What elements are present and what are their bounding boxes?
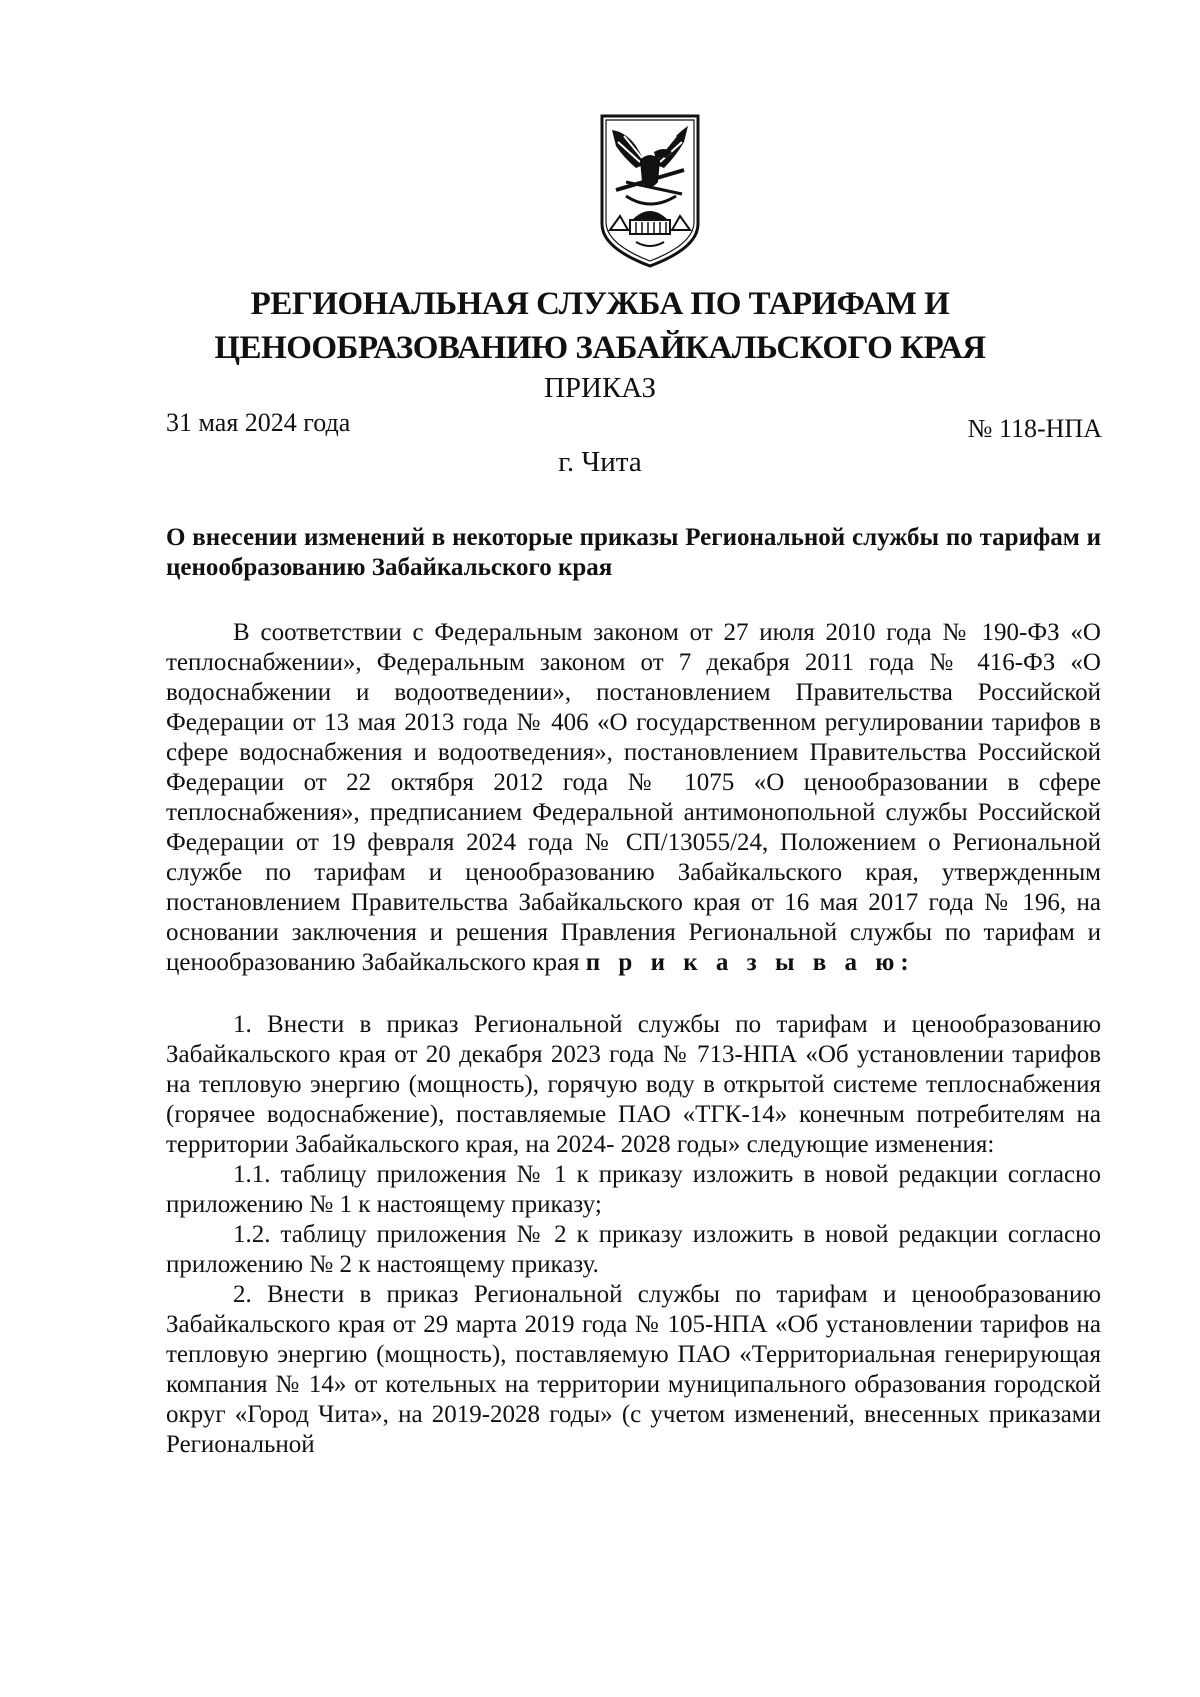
agency-name (150, 282, 1050, 370)
preamble-text: В соответствии с Федеральным законом от 27 июля 2010 года № 190-ФЗ «О теплоснабжении», Федеральным законом от 7 декабря 2011 года № 416-ФЗ «О водоснабжении и водоотведении», постановлением Правительства Российской Федерации от 13 мая 2013 года № 406 «О государственном регулировании тарифов в сфере водоснабжения и водоотведения», постановлением Правительства Российской Федерации от 22 октября 2012 года № 1075 «О ценообразовании в сфере теплоснабжения», предписанием Федеральной антимонопольной службы Российской Федерации от 19 февраля 2024 года № СП/13055/24, Положением о Региональной службе по тарифам и ценообразованию Забайкальского края, утвержденным постановлением Правительства Забайкальского края от 16 мая 2017 года № 196, на основании заключения и решения Правления Региональной службы по тарифам и ценообразованию Забайкальского края (166, 619, 1101, 976)
paragraph-gap (166, 978, 1101, 1010)
document-number: № 118-НПА (967, 414, 1102, 443)
document-date: 31 мая 2024 года (166, 408, 351, 437)
agency-name-line2: ЦЕНООБРАЗОВАНИЮ ЗАБАЙКАЛЬСКОГО КРАЯ (214, 330, 986, 366)
agency-name-line1: РЕГИОНАЛЬНАЯ СЛУЖБА ПО ТАРИФАМ И (250, 286, 950, 322)
list-item: 1.1. таблицу приложения № 1 к приказу изложить в новой редакции согласно приложению № 1 к настоящему приказу; (166, 1161, 1101, 1218)
list-item: 1.2. таблицу приложения № 2 к приказу изложить в новой редакции согласно приложению № 2 к настоящему приказу. (166, 1221, 1101, 1278)
list-item: 1. Внести в приказ Региональной службы по тарифам и ценообразованию Забайкальского края от 20 декабря 2023 года № 713-НПА «Об установлении тарифов на тепловую энергию (мощность), горячую воду в открытой системе теплоснабжения (горячее водоснабжение), поставляемые ПАО «ТГК-14» конечным потребителям на территории Забайкальского края, на 2024- 2028 годы» следующие изменения: (166, 1011, 1101, 1158)
document-city: г. Чита (558, 446, 642, 478)
list-item: 2. Внести в приказ Региональной службы по тарифам и ценообразованию Забайкальского края от 29 марта 2019 года № 105-НПА «Об установлении тарифов на тепловую энергию (мощность), поставляемую ПАО «Территориальная генерирующая компания № 14» от котельных на территории муниципального образования городской округ «Город Чита», на 2019-2028 годы» (с учетом изменений, внесенных приказами Региональной (166, 1281, 1101, 1458)
document-body (166, 618, 1101, 1460)
document-subject: О внесении изменений в некоторые приказы Региональной службы по тарифам и ценообразованию Забайкальского края (166, 524, 1101, 581)
order-word: п р и к а з ы в а ю: (585, 949, 915, 976)
document-type: ПРИКАЗ (543, 372, 657, 404)
coat-of-arms-icon (596, 112, 704, 270)
preamble-paragraph (166, 618, 1101, 978)
